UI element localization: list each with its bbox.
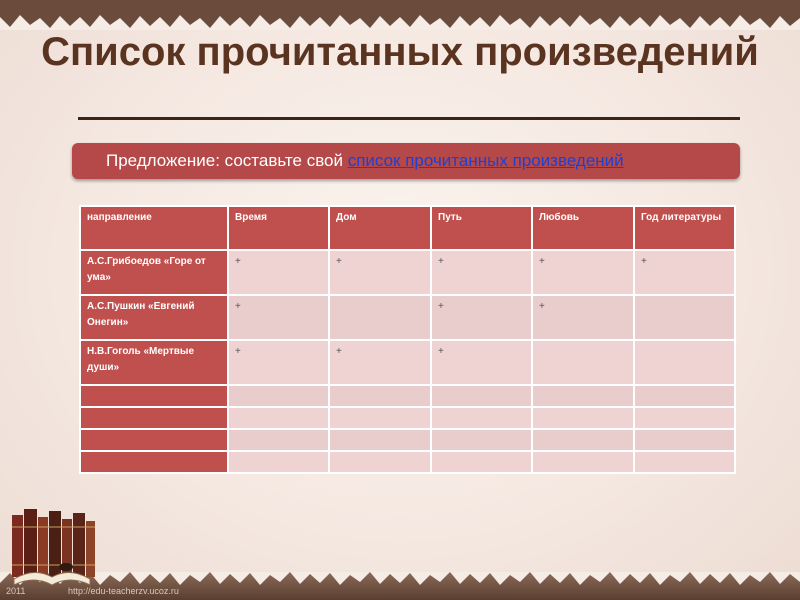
- books-illustration: [4, 505, 99, 590]
- table-cell: [634, 407, 735, 429]
- table-cell: +: [431, 295, 532, 340]
- reading-table: [79, 205, 736, 474]
- table-cell: [329, 295, 431, 340]
- table-row: [80, 451, 735, 473]
- table-cell: +: [532, 250, 634, 295]
- table-cell: [228, 407, 329, 429]
- table-cell: +: [431, 250, 532, 295]
- proposal-banner: [72, 143, 740, 179]
- table-cell: [532, 451, 634, 473]
- table-cell: [228, 385, 329, 407]
- column-header: Любовь: [532, 206, 634, 250]
- table-cell: [329, 385, 431, 407]
- top-ornament-border: [0, 0, 800, 30]
- row-label: А.С.Пушкин «Евгений Онегин»: [80, 295, 228, 340]
- table-cell: +: [228, 340, 329, 385]
- footer-url: http://edu-teacherzv.ucoz.ru: [68, 586, 179, 596]
- table-cell: [634, 340, 735, 385]
- table-cell: [431, 385, 532, 407]
- slide-title: Список прочитанных произведений: [41, 30, 759, 74]
- column-header: направление: [80, 206, 228, 250]
- table-cell: [532, 340, 634, 385]
- table-cell: [329, 429, 431, 451]
- column-header: Год литературы: [634, 206, 735, 250]
- reading-list-link[interactable]: список прочитанных произведений: [347, 151, 624, 170]
- row-label: [80, 429, 228, 451]
- table-cell: [532, 385, 634, 407]
- table-cell: [329, 407, 431, 429]
- table-cell: [634, 295, 735, 340]
- table-cell: [634, 429, 735, 451]
- table-cell: [634, 385, 735, 407]
- column-header: Дом: [329, 206, 431, 250]
- footer-year: 2011: [6, 586, 26, 596]
- column-header: Время: [228, 206, 329, 250]
- row-label: [80, 407, 228, 429]
- table-row: [80, 340, 735, 385]
- column-header: Путь: [431, 206, 532, 250]
- table-cell: [431, 451, 532, 473]
- table-cell: +: [329, 340, 431, 385]
- table-cell: +: [228, 295, 329, 340]
- row-label: Н.В.Гоголь «Мертвые души»: [80, 340, 228, 385]
- table-cell: [532, 429, 634, 451]
- table-cell: [431, 407, 532, 429]
- table-cell: [329, 451, 431, 473]
- table-cell: [228, 451, 329, 473]
- table-cell: +: [634, 250, 735, 295]
- table-cell: +: [329, 250, 431, 295]
- table-row: [80, 295, 735, 340]
- title-underline: [78, 117, 740, 120]
- row-label: [80, 451, 228, 473]
- table-cell: +: [431, 340, 532, 385]
- table-row: [80, 429, 735, 451]
- table-row: [80, 407, 735, 429]
- proposal-text: Предложение: составьте свой: [106, 151, 348, 170]
- table-header-row: [80, 206, 735, 250]
- table-cell: +: [228, 250, 329, 295]
- row-label: А.С.Грибоедов «Горе от ума»: [80, 250, 228, 295]
- table-row: [80, 250, 735, 295]
- table-cell: [532, 407, 634, 429]
- table-cell: +: [532, 295, 634, 340]
- table-row: [80, 385, 735, 407]
- row-label: [80, 385, 228, 407]
- table-cell: [431, 429, 532, 451]
- table-cell: [634, 451, 735, 473]
- table-cell: [228, 429, 329, 451]
